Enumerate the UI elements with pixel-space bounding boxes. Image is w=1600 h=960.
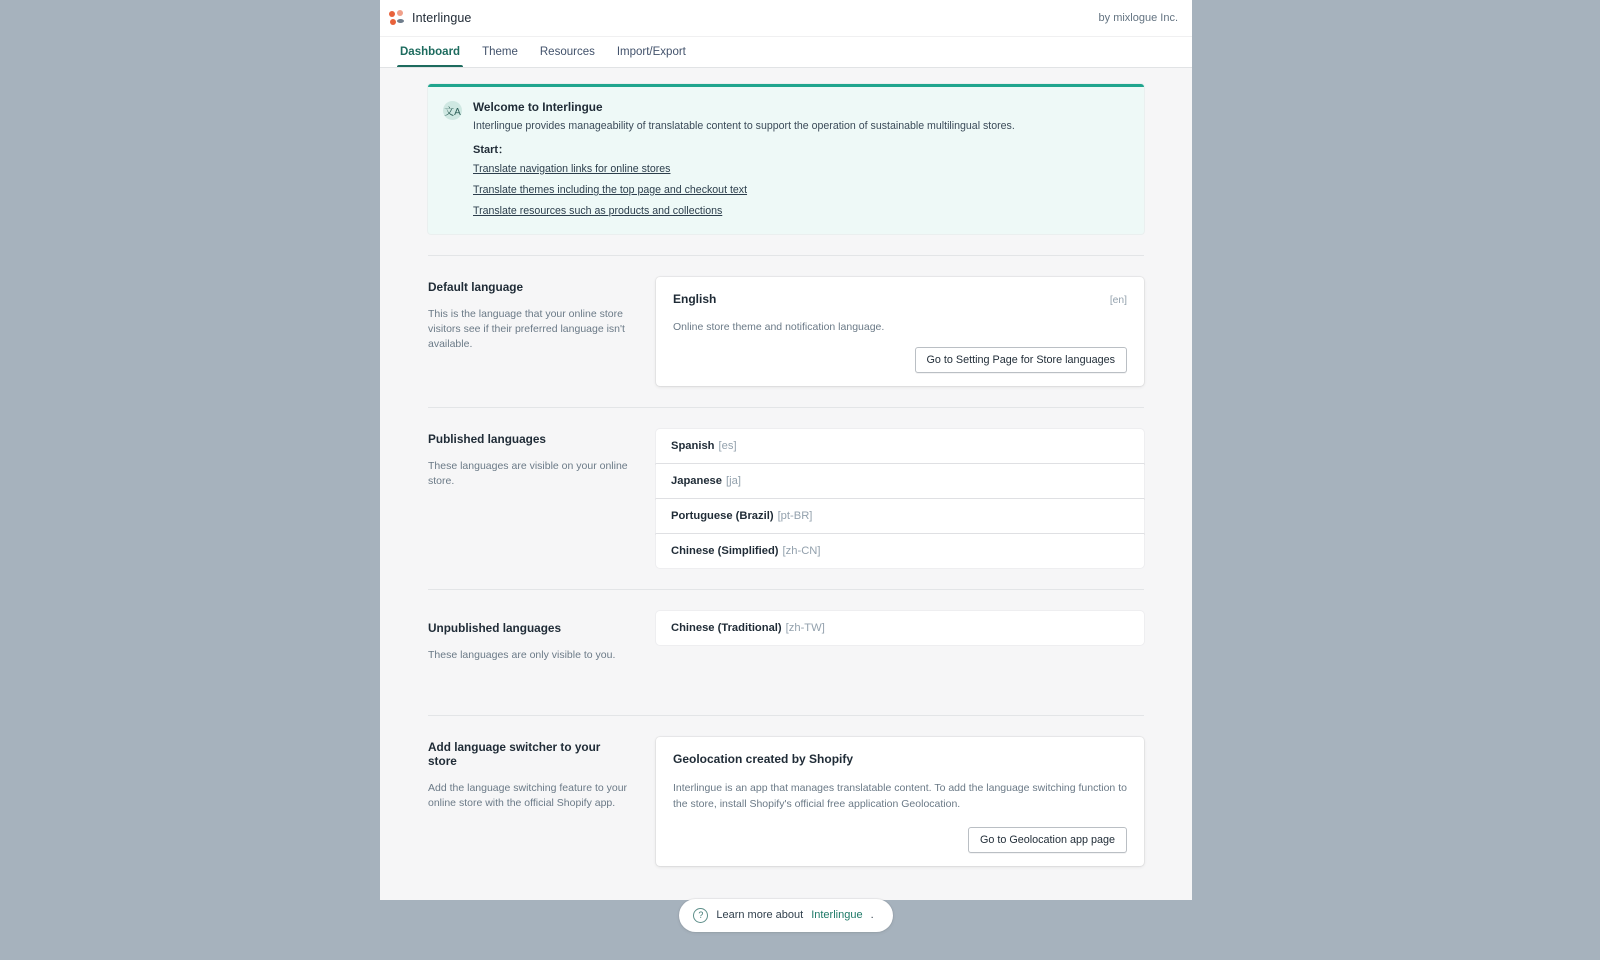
default-language-card	[656, 277, 1144, 386]
banner-link-themes[interactable]: Translate themes including the top page and checkout text	[473, 184, 748, 196]
brand-name: Interlingue	[412, 11, 472, 25]
vendor-label: by mixlogue Inc.	[1098, 12, 1178, 24]
section-default-language	[428, 256, 1144, 386]
geolocation-app-button[interactable]: Go to Geolocation app page	[968, 827, 1127, 853]
interlingue-link[interactable]: Interlingue	[811, 909, 863, 922]
default-language-heading	[673, 292, 1127, 306]
list-item[interactable]	[656, 464, 1144, 499]
published-languages-description: These languages are visible on your online store.	[428, 460, 628, 488]
dashboard-content	[380, 68, 1192, 960]
tab-dashboard[interactable]: Dashboard	[389, 37, 471, 67]
list-item[interactable]	[656, 611, 1144, 645]
published-languages-title: Published languages	[428, 432, 546, 446]
store-languages-settings-button[interactable]: Go to Setting Page for Store languages	[915, 347, 1127, 373]
unpublished-languages-description: These languages are only visible to you.	[428, 649, 616, 661]
language-code: [ja]	[726, 475, 741, 487]
language-code: [pt-BR]	[777, 510, 813, 522]
geolocation-card-title: Geolocation created by Shopify	[673, 752, 854, 767]
learn-more-text: Learn more about	[716, 909, 804, 922]
language-name: Chinese (Traditional)	[671, 622, 782, 634]
list-item[interactable]	[656, 499, 1144, 534]
language-name: Portuguese (Brazil)	[671, 510, 774, 522]
app-topbar	[380, 0, 1192, 37]
tab-import-export[interactable]: Import/Export	[616, 46, 686, 58]
language-code: [es]	[718, 440, 737, 452]
banner-title: Welcome to Interlingue	[473, 100, 603, 114]
learn-more-suffix: .	[870, 909, 874, 922]
language-name: Japanese	[671, 475, 722, 487]
unpublished-languages-title: Unpublished languages	[428, 621, 562, 635]
geolocation-card	[656, 737, 1144, 866]
published-languages-list	[656, 429, 1144, 568]
interlingue-logo-icon	[389, 10, 405, 26]
section-published-languages	[428, 408, 1144, 568]
language-switcher-description: Add the language switching feature to your online store with the official Shopify app.	[428, 782, 628, 810]
language-name: Chinese (Simplified)	[671, 545, 779, 557]
question-mark-icon: ?	[693, 908, 708, 923]
section-unpublished-languages	[428, 590, 1144, 663]
default-language-code: [en]	[1109, 295, 1127, 306]
language-code: [zh-CN]	[782, 545, 821, 557]
banner-link-navigation[interactable]: Translate navigation links for online stores	[473, 163, 671, 175]
tab-bar	[380, 37, 1192, 68]
brand	[389, 10, 471, 26]
language-name: Spanish	[671, 440, 715, 452]
default-language-description: This is the language that your online store visitors see if their preferred language isn't available.	[428, 308, 625, 351]
geolocation-card-body: Interlingue is an app that manages translatable content. To add the language switching function to the store, install Shopify's official free application Geolocation.	[673, 782, 1127, 810]
default-language-name: English	[673, 292, 717, 306]
footer-help	[428, 866, 1144, 960]
unpublished-languages-list	[656, 611, 1144, 645]
banner-link-resources[interactable]: Translate resources such as products and collections	[473, 205, 723, 217]
tab-resources[interactable]: Resources	[539, 46, 595, 58]
list-item[interactable]	[656, 429, 1144, 464]
translate-icon: 文A	[443, 101, 462, 120]
app-window	[380, 0, 1192, 922]
banner-description: Interlingue provides manageability of translatable content to support the operation of sustainable multilingual stores.	[473, 120, 1015, 132]
language-code: [zh-TW]	[785, 622, 825, 634]
banner-start-label: Start：	[473, 144, 510, 156]
language-switcher-title: Add language switcher to your store	[428, 740, 601, 769]
section-language-switcher	[428, 716, 1144, 866]
default-language-title: Default language	[428, 280, 524, 294]
tab-theme[interactable]: Theme	[482, 46, 518, 58]
list-item[interactable]	[656, 534, 1144, 568]
default-language-note: Online store theme and notification language.	[673, 321, 885, 333]
learn-more-pill[interactable]	[679, 899, 892, 932]
welcome-banner	[428, 84, 1144, 234]
